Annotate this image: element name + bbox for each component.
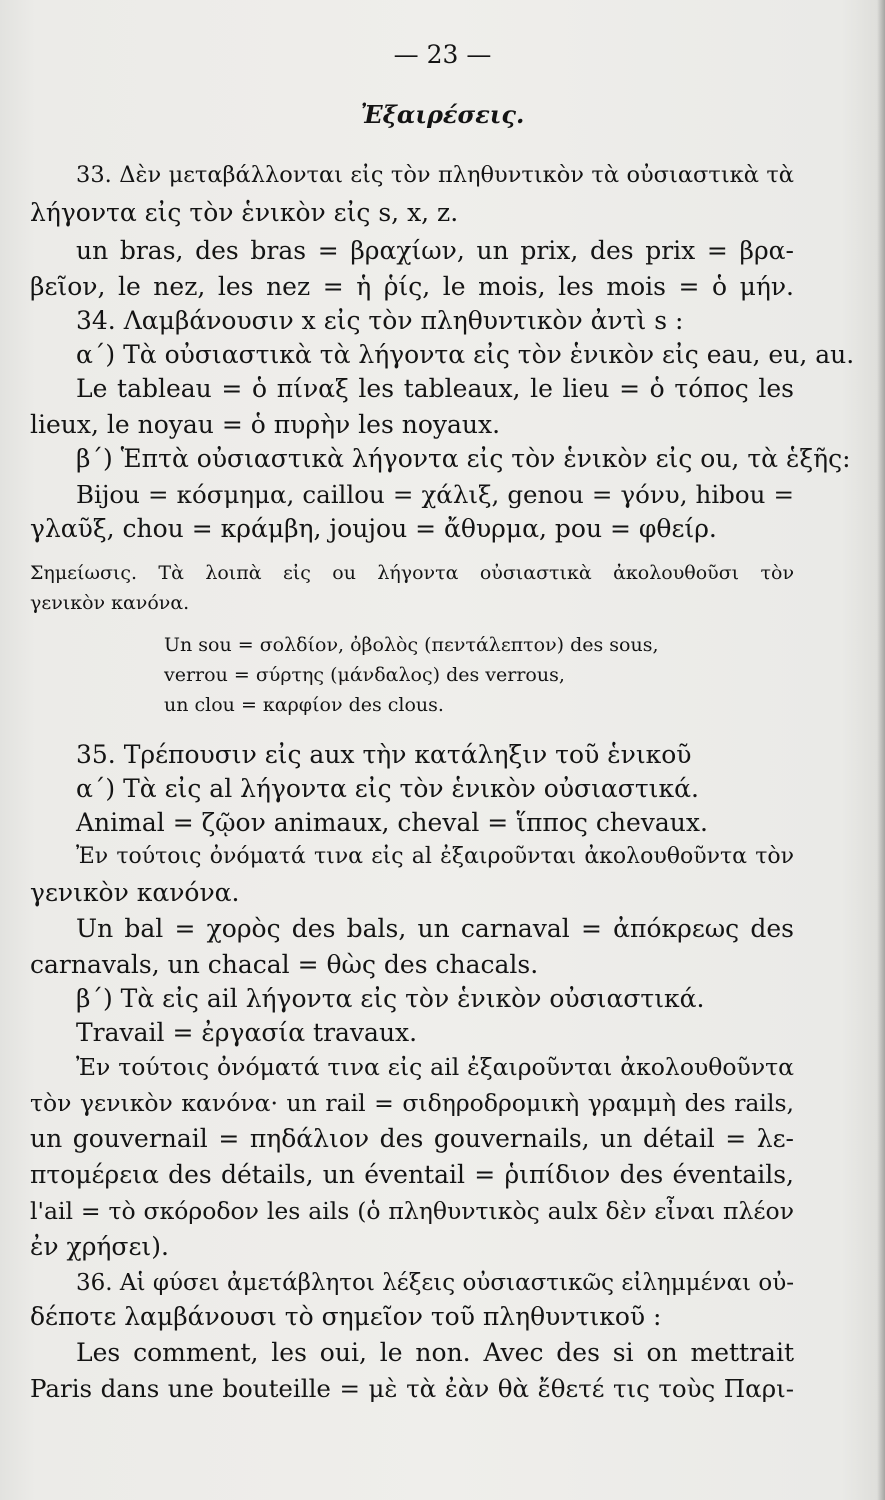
text-line: Ἐν τούτοις ὀνόματά τινα εἰς ail ἐξαιροῦνται ἀκολουθοῦντα bbox=[76, 1053, 794, 1081]
text-line: l'ail = τὸ σκόροδον les ails (ὁ πληθυντικὸς aulx δὲν εἶναι πλέον bbox=[30, 1197, 794, 1225]
text-line: β΄) Τὰ εἰς ail λήγοντα εἰς τὸν ἑνικὸν οὐσιαστικά. bbox=[76, 984, 705, 1013]
text-line: Ἐν τούτοις ὀνόματά τινα εἰς al ἐξαιροῦνται ἀκολουθοῦντα τὸν bbox=[76, 844, 794, 869]
text-line: δέποτε λαμβάνουσι τὸ σημεῖον τοῦ πληθυντικοῦ : bbox=[30, 1302, 662, 1331]
text-line: α΄) Τὰ οὐσιαστικὰ τὰ λήγοντα εἰς τὸν ἑνικὸν εἰς eau, eu, au. bbox=[76, 340, 855, 369]
text-line: 35. Τρέπουσιν εἰς aux τὴν κατάληξιν τοῦ ἑνικοῦ bbox=[76, 740, 692, 769]
example-line: verrou = σύρτης (μάνδαλος) des verrous, bbox=[164, 664, 565, 686]
text-line: 33. Δὲν μεταβάλλονται εἰς τὸν πληθυντικὸν τὰ οὐσιαστικὰ τὰ bbox=[76, 162, 794, 188]
text-line: γλαῦξ, chou = κράμβη, joujou = ἄθυρμα, pou = φθείρ. bbox=[30, 514, 717, 543]
text-line: Animal = ζῷον animaux, cheval = ἵππος chevaux. bbox=[76, 808, 708, 837]
text-line: un gouvernail = πηδάλιον des gouvernails, un détail = λε- bbox=[30, 1124, 794, 1153]
text-line: Paris dans une bouteille = μὲ τὰ ἐὰν θὰ ἔθετέ τις τοὺς Παρι- bbox=[30, 1374, 794, 1403]
text-line: 36. Αἱ φύσει ἀμετάβλητοι λέξεις οὐσιαστικῶς εἰλημμέναι οὐ- bbox=[76, 1270, 794, 1296]
text-line: Travail = ἐργασία travaux. bbox=[76, 1018, 418, 1047]
text-line: βεῖον, le nez, les nez = ἡ ῥίς, le mois, les mois = ὁ μήν. bbox=[30, 272, 794, 301]
text-line: Bijou = κόσμημα, caillou = χάλιξ, genou = γόνυ, hibou = bbox=[76, 480, 794, 509]
text-line: ἐν χρήσει). bbox=[30, 1232, 169, 1261]
text-line: Un bal = χορὸς des bals, un carnaval = ἀπόκρεως des bbox=[76, 914, 794, 943]
text-line: Le tableau = ὁ πίναξ les tableaux, le lieu = ὁ τόπος les bbox=[76, 374, 794, 403]
text-line: Les comment, les oui, le non. Avec des si on mettrait bbox=[76, 1338, 794, 1367]
text-line: τὸν γενικὸν κανόνα· un rail = σιδηροδρομικὴ γραμμὴ des rails, bbox=[30, 1089, 794, 1117]
text-line: λήγοντα εἰς τὸν ἑνικὸν εἰς s, x, z. bbox=[30, 198, 459, 227]
text-line: carnavals, un chacal = θὼς des chacals. bbox=[30, 950, 539, 979]
text-line: β΄) Ἑπτὰ οὐσιαστικὰ λήγοντα εἰς τὸν ἑνικὸν εἰς ou, τὰ ἑξῆς: bbox=[76, 444, 851, 473]
note-line: Σημείωσις. Τὰ λοιπὰ εἰς ou λήγοντα οὐσιαστικὰ ἀκολουθοῦσι τὸν bbox=[30, 562, 794, 584]
example-line: un clou = καρφίον des clous. bbox=[164, 694, 444, 716]
text-line: γενικὸν κανόνα. bbox=[30, 878, 240, 907]
page-number: — 23 — bbox=[393, 40, 492, 69]
text-line: lieux, le noyau = ὁ πυρὴν les noyaux. bbox=[30, 410, 501, 439]
page-edge-shadow bbox=[877, 0, 885, 1500]
section-heading: Ἐξαιρέσεις. bbox=[360, 100, 525, 129]
note-line: γενικὸν κανόνα. bbox=[30, 592, 190, 614]
text-line: 34. Λαμβάνουσιν x εἰς τὸν πληθυντικὸν ἀντὶ s : bbox=[76, 306, 684, 335]
text-line: α΄) Τὰ εἰς al λήγοντα εἰς τὸν ἑνικὸν οὐσιαστικά. bbox=[76, 774, 699, 803]
text-line: πτομέρεια des détails, un éventail = ῥιπίδιον des éventails, bbox=[30, 1160, 794, 1189]
example-line: Un sou = σολδίον, ὀβολὸς (πεντάλεπτον) des sous, bbox=[164, 634, 659, 656]
text-line: un bras, des bras = βραχίων, un prix, des prix = βρα- bbox=[76, 236, 794, 265]
